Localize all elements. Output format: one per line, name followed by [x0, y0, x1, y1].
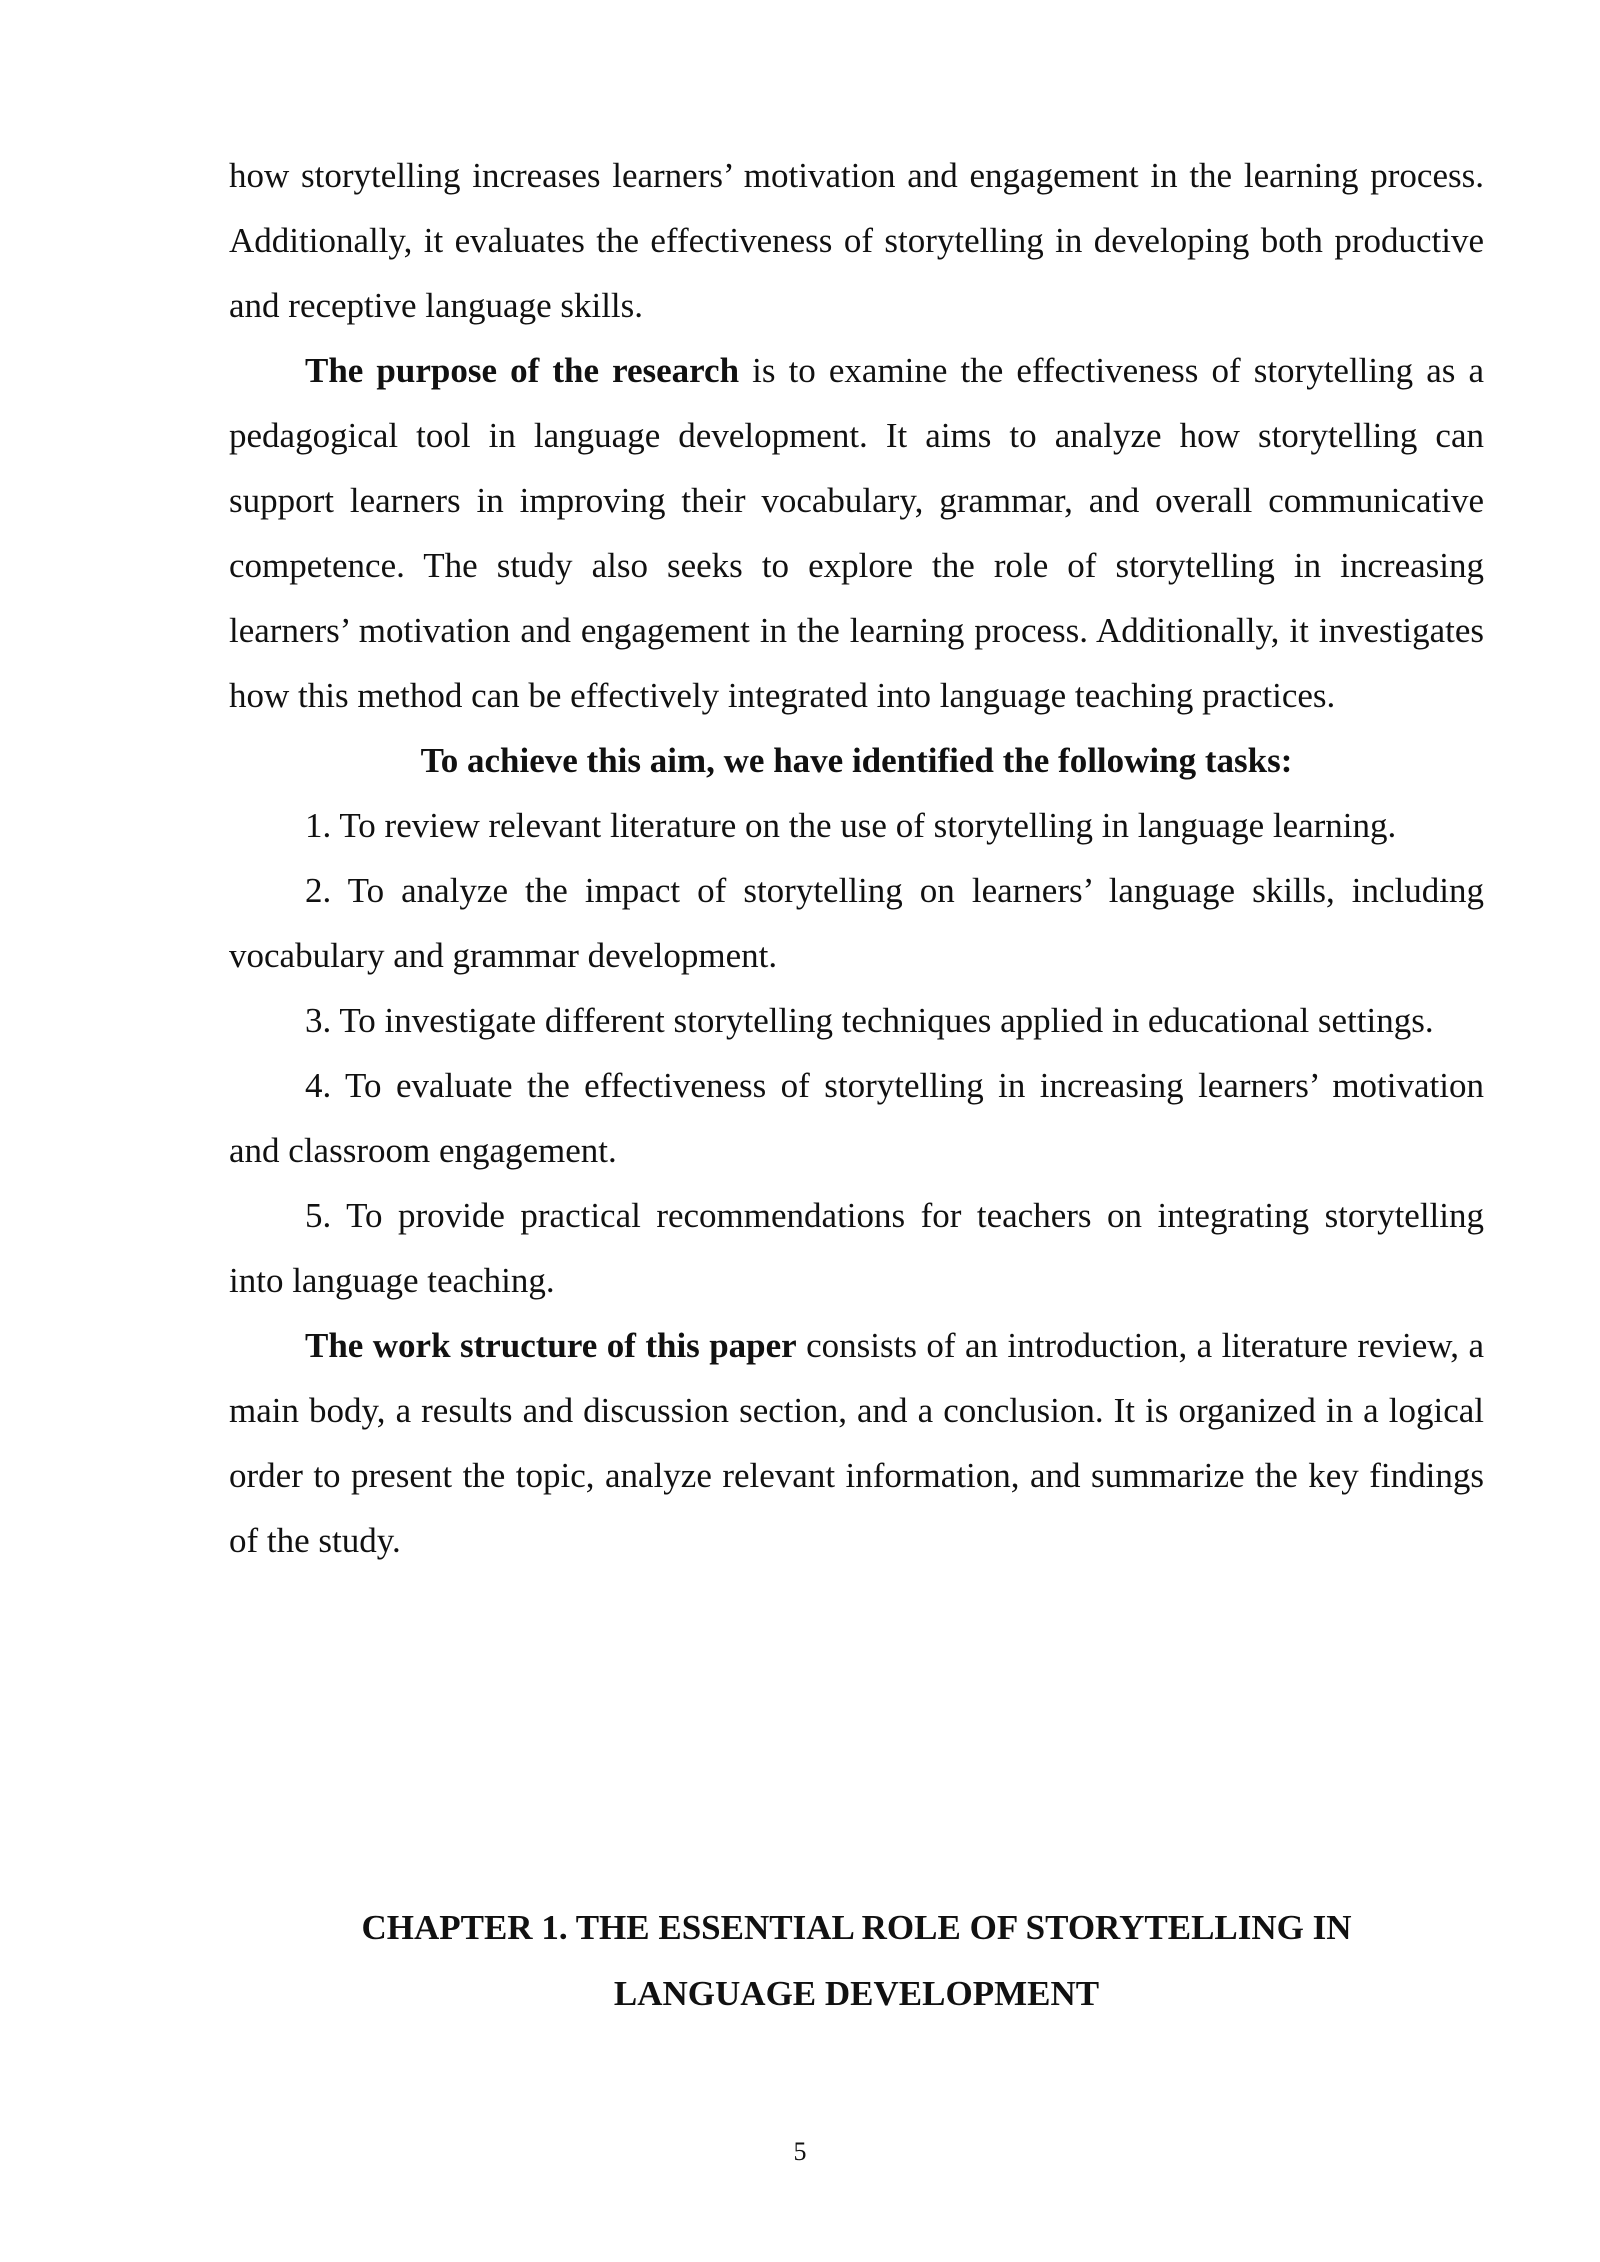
tasks-heading: To achieve this aim, we have identified the following tasks: — [420, 741, 1293, 780]
intro-continuation-paragraph: how storytelling increases learners’ motivation and engagement in the learning process. Additionally, it evaluates the effectiveness of storytelling in developing both productive and receptive language skills. — [229, 156, 1484, 325]
research-purpose-label: The purpose of the research — [305, 351, 740, 390]
chapter-heading-line-2: LANGUAGE DEVELOPMENT — [613, 1974, 1100, 2013]
task-item: 5. To provide practical recommendations for teachers on integrating storytelling into language teaching. — [229, 1196, 1484, 1300]
research-purpose-text: is to examine the effectiveness of storytelling as a pedagogical tool in language development. It aims to analyze how storytelling can support learners in improving their vocabulary, grammar, and overall communicative competence. The study also seeks to explore the role of storytelling in increasing learners’ motivation and engagement in the learning process. Additionally, it investigates how this method can be effectively integrated into language teaching practices. — [229, 351, 1484, 715]
work-structure-paragraph — [229, 1313, 1484, 1573]
task-item: 2. To analyze the impact of storytelling on learners’ language skills, including vocabulary and grammar development. — [229, 871, 1484, 975]
body-text — [229, 143, 1484, 1573]
research-purpose-paragraph — [229, 338, 1484, 728]
task-item: 4. To evaluate the effectiveness of storytelling in increasing learners’ motivation and classroom engagement. — [229, 1066, 1484, 1170]
chapter-heading-line-1: CHAPTER 1. THE ESSENTIAL ROLE OF STORYTELLING IN — [361, 1908, 1352, 1947]
task-item: 3. To investigate different storytelling techniques applied in educational settings. — [305, 1001, 1434, 1040]
page-number: 5 — [793, 2137, 807, 2166]
work-structure-text: consists of an introduction, a literature review, a main body, a results and discussion section, and a conclusion. It is organized in a logical order to present the topic, analyze relevant information, and summarize the key findings of the study. — [229, 1326, 1485, 1560]
chapter-heading — [229, 1895, 1484, 2027]
work-structure-label: The work structure of this paper — [305, 1326, 797, 1365]
task-item: 1. To review relevant literature on the use of storytelling in language learning. — [305, 806, 1397, 845]
